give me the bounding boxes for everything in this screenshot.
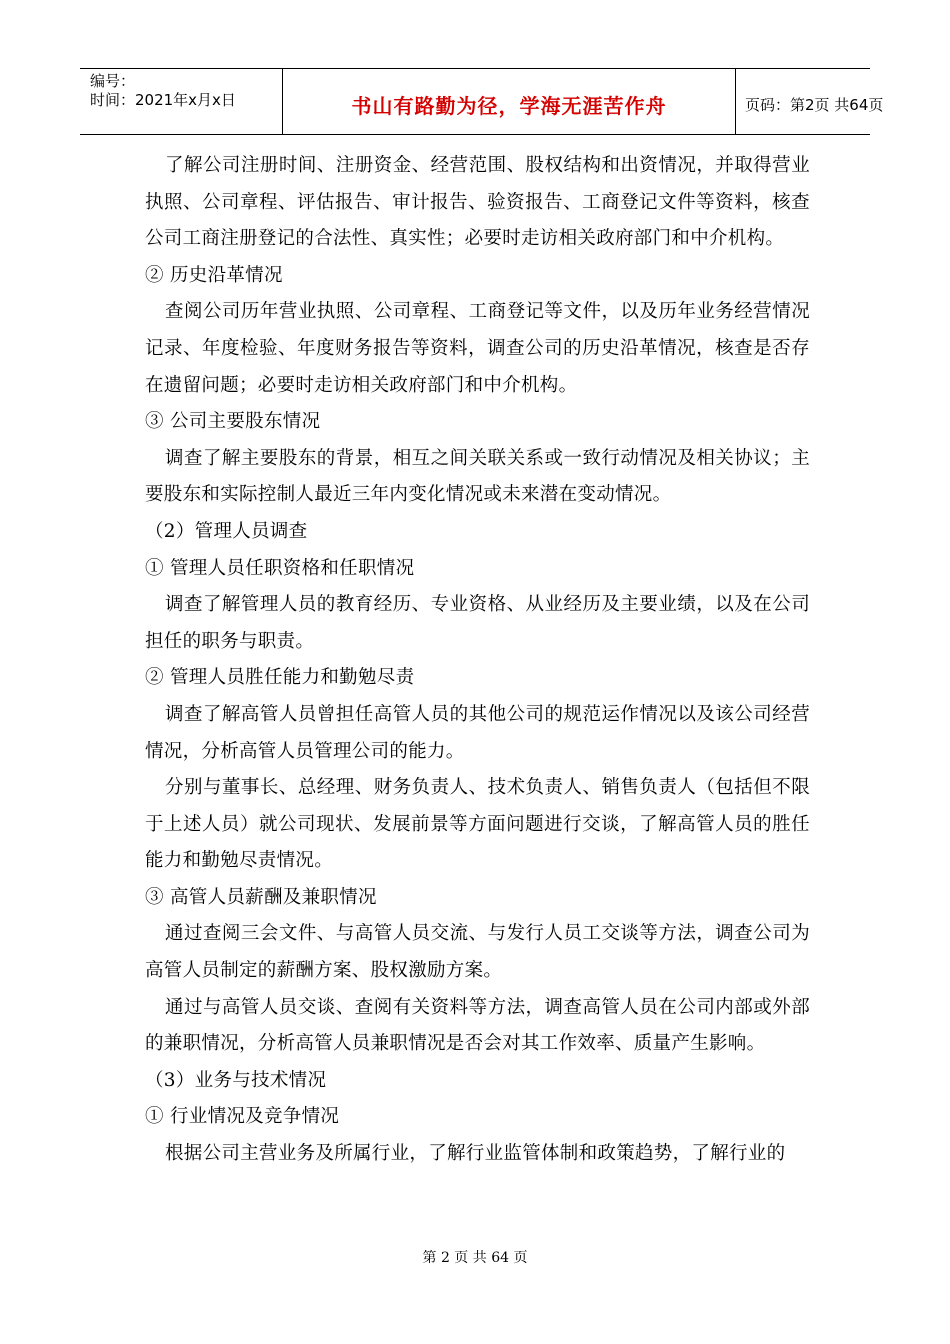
section-heading: ② 管理人员胜任能力和勤勉尽责 <box>145 667 415 689</box>
paragraph: 通过查阅三会文件、与高管人员交流、与发行人员工交谈等方法，调查公司为高管人员制定的薪酬方案、股权激励方案。 <box>145 923 810 982</box>
document-time-label: 时间：2021年x月x日 <box>90 91 236 109</box>
paragraph: 调查了解主要股东的背景，相互之间关联关系或一致行动情况及相关协议；主要股东和实际控制人最近三年内变化情况或未来潜在变动情况。 <box>145 447 810 506</box>
page-header <box>80 68 884 135</box>
page-footer: 第 2 页 共 64 页 <box>422 1250 528 1266</box>
document-body <box>145 148 810 1173</box>
header-middle-cell <box>283 69 736 134</box>
section-heading: ③ 公司主要股东情况 <box>145 411 321 433</box>
header-page-info: 页码：第2页 共64页 <box>745 96 884 114</box>
paragraph: 调查了解高管人员曾担任高管人员的其他公司的规范运作情况以及该公司经营情况，分析高管人员管理公司的能力。 <box>145 703 810 762</box>
paragraph: 分别与董事长、总经理、财务负责人、技术负责人、销售负责人（包括但不限于上述人员）就公司现状、发展前景等方面问题进行交谈，了解高管人员的胜任能力和勤勉尽责情况。 <box>145 777 810 872</box>
section-heading: ① 管理人员任职资格和任职情况 <box>145 557 415 579</box>
paragraph: 查阅公司历年营业执照、公司章程、工商登记等文件，以及历年业务经营情况记录、年度检验、年度财务报告等资料，调查公司的历史沿革情况，核查是否存在遗留问题；必要时走访相关政府部门和中介机构。 <box>145 301 810 396</box>
section-heading: （2）管理人员调查 <box>145 520 308 542</box>
header-right-cell <box>736 69 884 134</box>
section-heading: ③ 高管人员薪酬及兼职情况 <box>145 886 377 908</box>
header-motto: 书山有路勤为径，学海无涯苦作舟 <box>351 94 667 118</box>
paragraph: 了解公司注册时间、注册资金、经营范围、股权结构和出资情况，并取得营业执照、公司章程、评估报告、审计报告、验资报告、工商登记文件等资料，核查公司工商注册登记的合法性、真实性；必要时走访相关政府部门和中介机构。 <box>145 155 810 250</box>
header-left-cell <box>80 69 283 134</box>
section-heading: （3）业务与技术情况 <box>145 1069 327 1091</box>
section-heading: ② 历史沿革情况 <box>145 264 283 286</box>
paragraph: 根据公司主营业务及所属行业，了解行业监管体制和政策趋势，了解行业的 <box>165 1143 786 1165</box>
document-number-label: 编号： <box>90 72 136 90</box>
paragraph: 通过与高管人员交谈、查阅有关资料等方法，调查高管人员在公司内部或外部的兼职情况，分析高管人员兼职情况是否会对其工作效率、质量产生影响。 <box>145 996 810 1055</box>
paragraph: 调查了解管理人员的教育经历、专业资格、从业经历及主要业绩，以及在公司担任的职务与职责。 <box>145 594 810 652</box>
section-heading: ① 行业情况及竞争情况 <box>145 1106 340 1128</box>
